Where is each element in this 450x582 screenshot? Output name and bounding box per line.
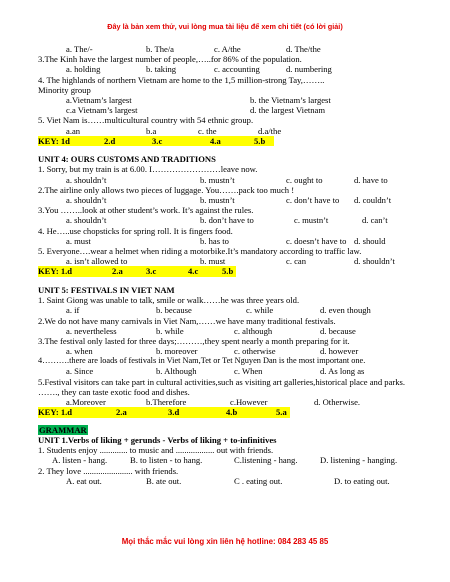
option: d. shouldn’t	[354, 256, 395, 267]
option: d. however	[320, 346, 359, 357]
unit-4-title: UNIT 4: OURS CUSTOMS AND TRADITIONS	[38, 154, 216, 165]
key-item: 2.a	[112, 266, 123, 277]
preview-notice: Đây là bản xem thử, vui lòng mua tài liệu để xem chi tiết (có lời giải)	[107, 22, 343, 31]
option: b. Although	[156, 366, 197, 377]
option: b.Therefore	[146, 397, 187, 408]
option: a.Moreover	[66, 397, 106, 408]
u4-answer-key	[38, 266, 420, 277]
option: a.an	[66, 125, 81, 136]
option: a.Vietnam’s largest	[66, 94, 132, 105]
option: d. Otherwise.	[314, 397, 361, 408]
option: a. The/-	[66, 44, 93, 54]
option: b. don’t have to	[200, 215, 254, 226]
option: d. can’t	[362, 215, 388, 226]
u5-question-4: 4……….there are loads of festivals in Viet Nam,Tet or Tet Nguyen Dan is the most important one.	[38, 356, 366, 366]
grammar-label: GRAMMAR	[39, 424, 87, 435]
option: c. doesn’t have to	[286, 235, 347, 246]
option: d. even though	[320, 305, 371, 316]
option: c. don’t have to	[286, 195, 340, 206]
key-item: 5.b	[222, 266, 234, 277]
option: d. should	[354, 235, 386, 246]
option: c. When	[234, 366, 263, 377]
option: c.However	[230, 397, 268, 408]
option: d. As long as	[320, 366, 365, 377]
u4-question-5: 5. Everyone….wear a helmet when riding a motorbike.It’s mandatory according to traffic law.	[38, 245, 362, 256]
option: a. shouldn’t	[66, 215, 107, 226]
key-item: 3.c	[146, 266, 157, 277]
option: d. couldn’t	[354, 195, 392, 206]
option: b. mustn’t	[200, 195, 235, 206]
u4-question-2: 2.The airline only allows two pieces of luggage. You…….pack too much !	[38, 184, 295, 195]
option: d. the largest Vietnam	[250, 105, 326, 116]
option: a. must	[66, 235, 91, 246]
unit-5-title: UNIT 5: FESTIVALS IN VIET NAM	[38, 284, 175, 295]
u4-question-3: 3.You ……..look at other student’s work. It’s against the rules.	[38, 205, 254, 216]
option: b.a	[146, 125, 157, 136]
option: b. taking	[146, 64, 177, 75]
u4-question-1: 1. Sorry, but my train is at 6.00. I……………………leave now.	[38, 164, 258, 175]
option: C.listening - hang.	[234, 455, 298, 466]
u5-question-3: 3.The festival only lasted for three days;………,they spent nearly a month preparing for it.	[38, 335, 350, 346]
option: a. if	[66, 305, 80, 316]
option: d. numbering	[286, 64, 332, 75]
u3-question-4-cont: Minority group	[38, 84, 91, 95]
u3-question-5: 5. Viet Nam is……multicultural country with 54 ethnic group.	[38, 115, 254, 126]
option: A. eat out.	[66, 475, 102, 486]
u3-q3-options	[38, 64, 420, 74]
option: D. to eating out.	[334, 475, 390, 486]
option: a. Since	[66, 366, 94, 377]
option: C . eating out.	[234, 475, 283, 486]
u5-q3-options	[38, 346, 420, 356]
option: A. listen - hang.	[52, 455, 108, 466]
option: a. when	[66, 346, 93, 357]
key-highlight	[38, 407, 290, 418]
grammar-unit-title: UNIT 1.Verbs of liking + gerunds - Verbs of liking + to-infinitives	[38, 434, 277, 445]
option: b. has to	[200, 235, 229, 246]
option: c. mustn’t	[294, 215, 329, 226]
option: a. isn’t allowed to	[66, 256, 128, 267]
option: b. mustn’t	[200, 174, 235, 185]
option: c. although	[234, 325, 273, 336]
u3-question-3: 3.The Kinh have the largest number of people,…..for 86% of the population.	[38, 54, 302, 65]
u3-q4-options-2	[38, 105, 420, 115]
option: a. nevertheless	[66, 325, 117, 336]
u3-question-4: 4. The highlands of northern Vietnam are home to the 1,5 million-strong Tay,……..	[38, 74, 325, 85]
grammar-q2-options	[38, 476, 420, 486]
option: D. listening - hanging.	[320, 455, 398, 466]
option: c. the	[198, 125, 217, 136]
key-item: 5.a	[276, 407, 287, 418]
option: B. to listen - to hang.	[130, 455, 203, 466]
option: b. must	[200, 256, 226, 267]
option: b. The/a	[146, 44, 175, 54]
u3-q2-options	[38, 44, 420, 54]
key-item: 4.c	[188, 266, 199, 277]
grammar-heading	[38, 425, 420, 435]
option: b. because	[156, 305, 192, 316]
u5-q5-options	[38, 397, 420, 407]
option: d. because	[320, 325, 356, 336]
option: a. shouldn’t	[66, 195, 107, 206]
option: c. accounting	[214, 64, 260, 75]
u5-question-5: 5.Festival visitors can take part in cultural activities,such as visiting art galleries,historical place and parks. ……., they can taste exotic food and dishes.	[38, 376, 406, 397]
u4-q3-options	[38, 215, 420, 225]
key-item: 5.b	[254, 135, 266, 146]
u4-q5-options	[38, 256, 420, 266]
u5-q1-options	[38, 305, 420, 315]
document-body	[38, 44, 420, 486]
u4-q1-options	[38, 175, 420, 185]
u3-answer-key	[38, 136, 420, 147]
option: b. the Vietnam’s largest	[250, 94, 331, 105]
grammar-question-1: 1. Students enjoy ............. to music and .................. out with friends.	[38, 445, 274, 456]
option: b. moreover	[156, 346, 198, 357]
option: c.a Vietnam’s largest	[66, 105, 138, 116]
u4-question-4: 4. He…..use chopsticks for spring roll. It is fingers food.	[38, 225, 233, 236]
option: c. while	[246, 305, 274, 316]
key-item: KEY: 1.d	[38, 266, 73, 277]
option: a. holding	[66, 64, 101, 75]
key-item: 4.b	[226, 407, 238, 418]
key-item: 3.c	[152, 135, 163, 146]
key-item: KEY: 1.d	[38, 407, 73, 418]
option: B. ate out.	[146, 475, 182, 486]
option: c. can	[286, 256, 307, 267]
option: c. A/the	[214, 44, 241, 54]
key-item: 2.d	[104, 135, 116, 146]
u5-q4-options	[38, 366, 420, 376]
u5-answer-key	[38, 407, 420, 418]
u3-q5-options	[38, 126, 420, 136]
u5-question-1: 1. Saint Giong was unable to talk, smile or walk……he was three years old.	[38, 295, 300, 306]
option: d.a/the	[258, 125, 282, 136]
option: c. otherwise	[234, 346, 276, 357]
u5-question-2: 2.We do not have many carnivals in Viet Nam,……we have many traditional festivals.	[38, 315, 336, 326]
option: d. The/the	[286, 44, 321, 54]
u3-q4-options-1	[38, 95, 420, 105]
option: c. ought to	[286, 174, 323, 185]
hotline-footer: Mọi thắc mắc vui lòng xin liên hệ hotline: 084 283 45 85	[121, 537, 329, 546]
option: b. while	[156, 325, 184, 336]
key-item: 3.d	[168, 407, 180, 418]
option: d. have to	[354, 174, 388, 185]
key-item: 4.a	[210, 135, 221, 146]
key-item: KEY: 1d	[38, 135, 70, 146]
grammar-q1-options	[38, 455, 420, 465]
u4-q4-options	[38, 236, 420, 246]
grammar-question-2: 2. They love ....................... with friends.	[38, 465, 179, 476]
key-item: 2.a	[116, 407, 127, 418]
u4-q2-options	[38, 195, 420, 205]
option: a. shouldn’t	[66, 174, 107, 185]
u5-q2-options	[38, 326, 420, 336]
